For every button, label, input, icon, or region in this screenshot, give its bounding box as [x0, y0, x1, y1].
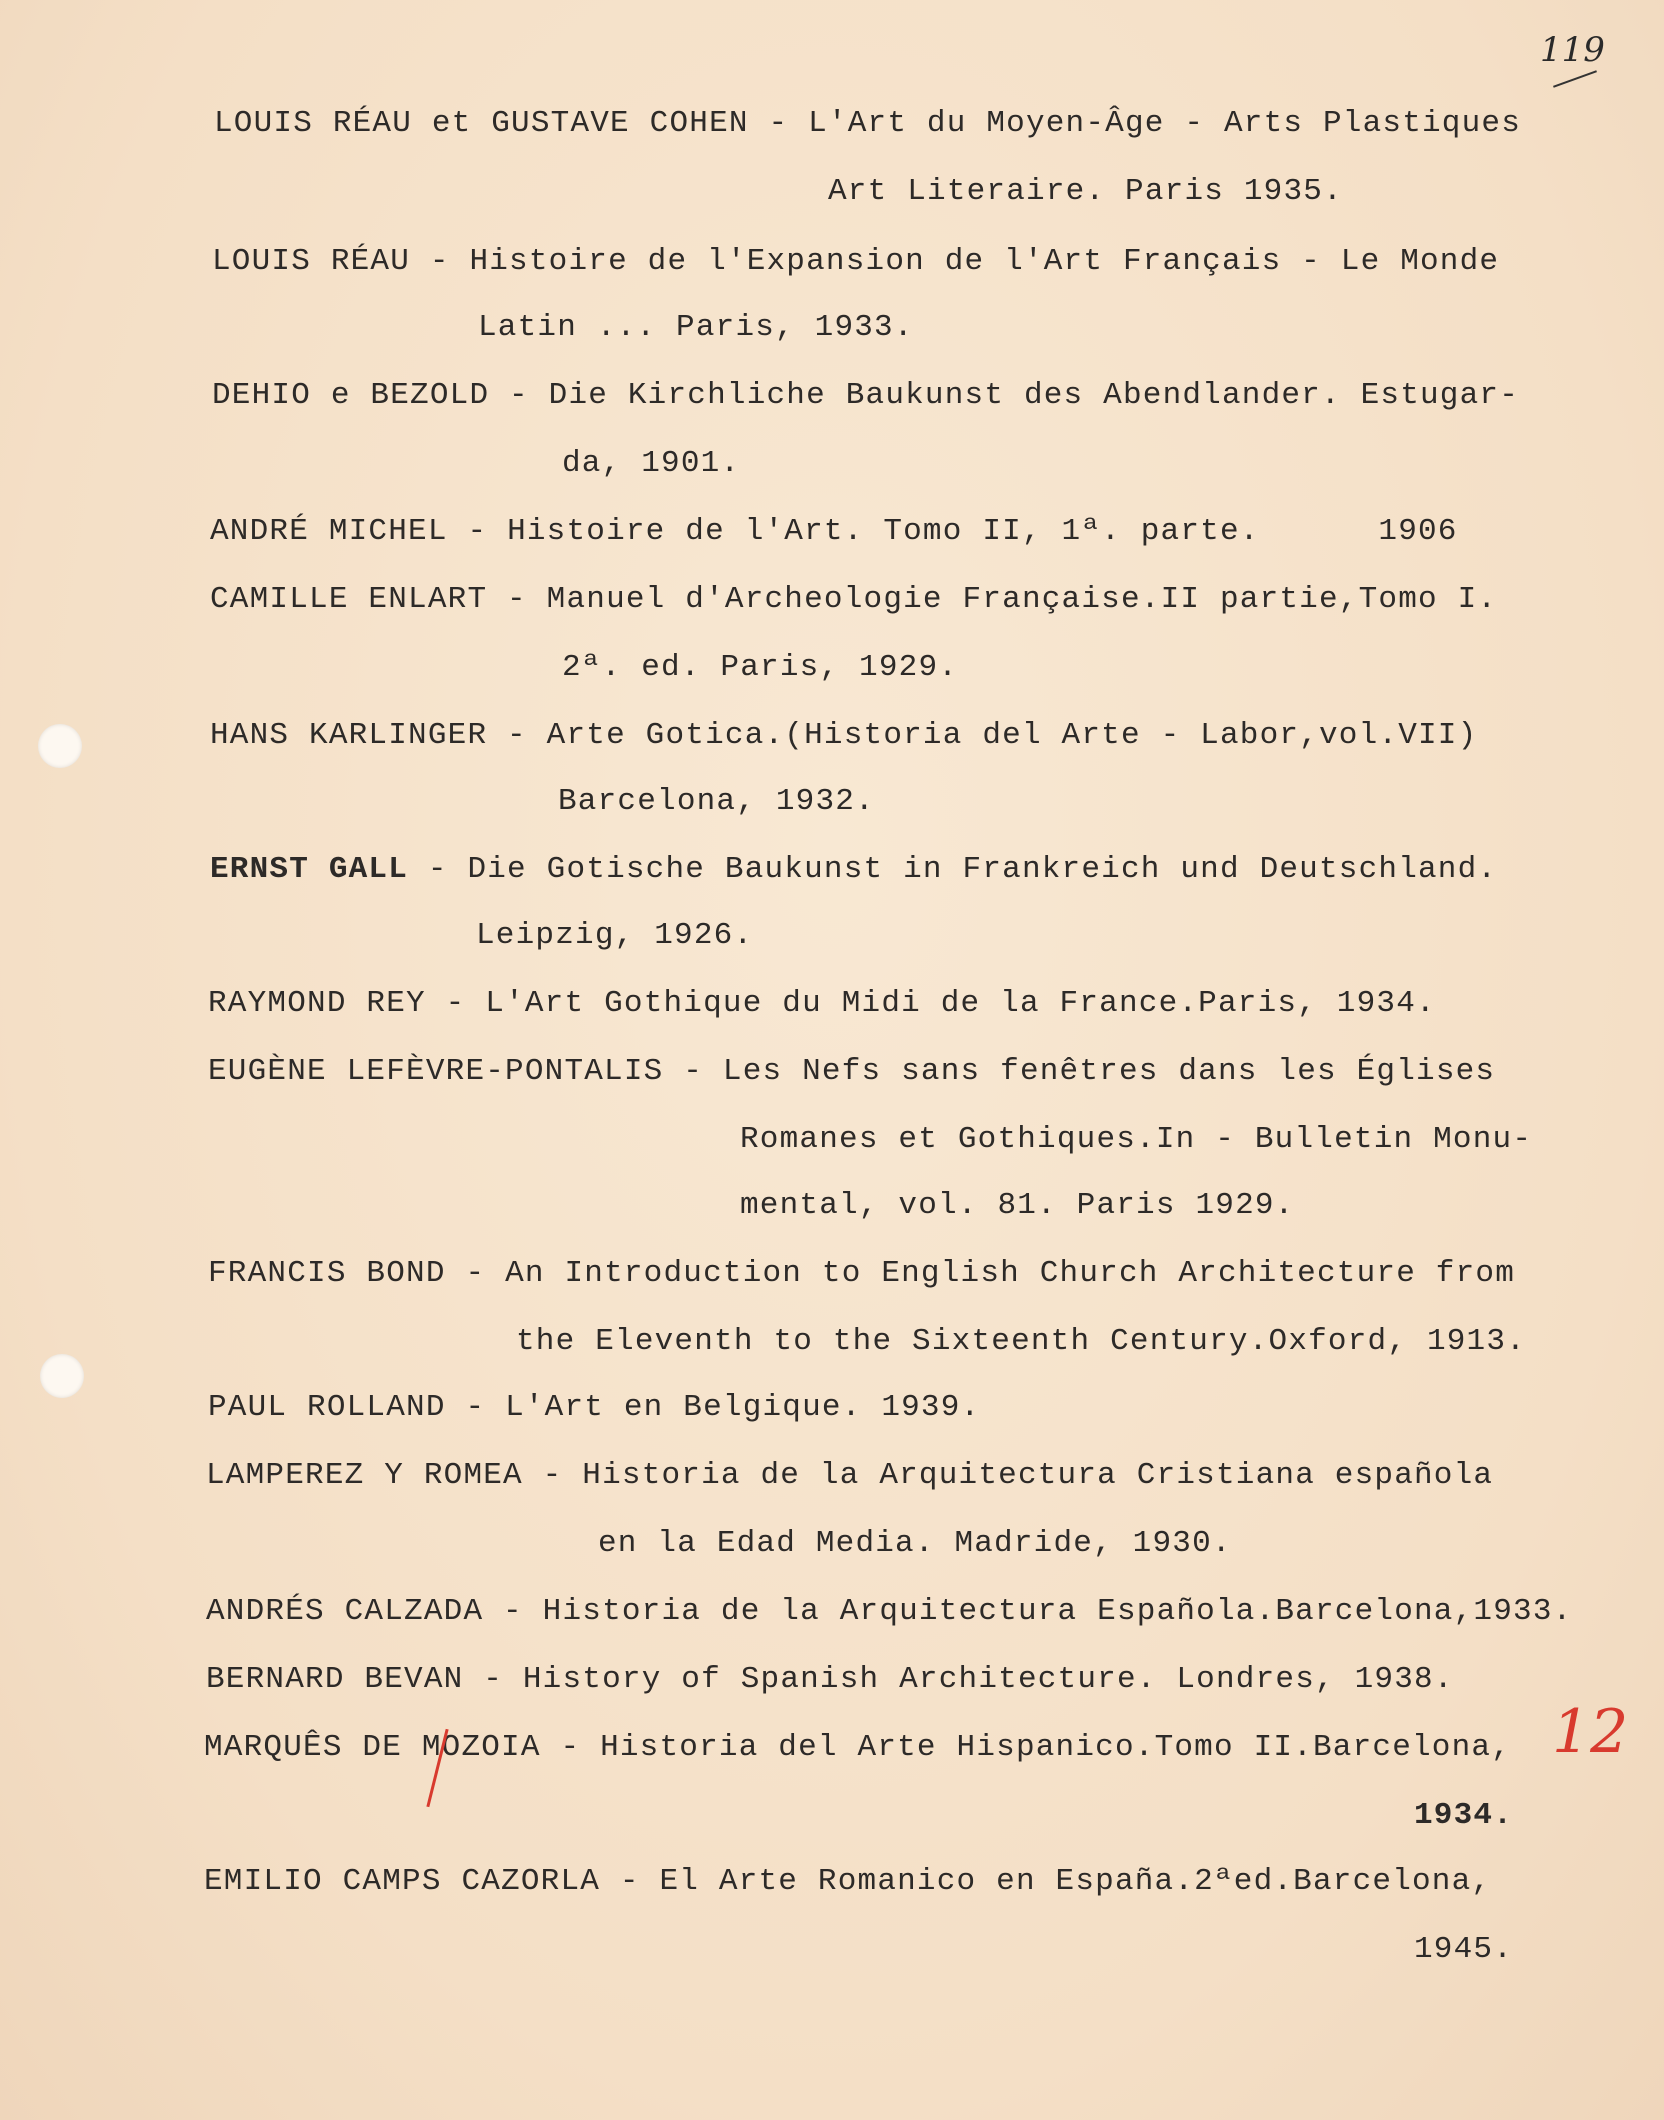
entry-separator: -	[522, 1458, 583, 1493]
entry-2-line-1	[212, 244, 1499, 280]
entry-author: LOUIS RÉAU et GUSTAVE COHEN	[214, 106, 749, 141]
entry-9-line-3: mental, vol. 81. Paris 1929.	[740, 1188, 1295, 1223]
entry-1-line-1	[214, 106, 1521, 142]
entry-author: ANDRÉ MICHEL	[210, 514, 448, 549]
entry-author: RAYMOND REY	[208, 986, 426, 1021]
entry-separator: -	[447, 514, 508, 549]
entry-separator: -	[410, 244, 470, 279]
entry-3-line-2: da, 1901.	[562, 446, 741, 481]
entry-10-line-2: the Eleventh to the Sixteenth Century.Oxford, 1913.	[516, 1324, 1526, 1359]
entry-separator: -	[487, 582, 547, 617]
entry-separator: -	[748, 106, 809, 141]
entry-12-line-1	[206, 1458, 1493, 1494]
entry-7-line-1	[210, 852, 1497, 888]
entry-3-line-1	[212, 378, 1519, 414]
entry-8-line-1	[208, 986, 1436, 1022]
entry-author: FRANCIS BOND	[208, 1256, 446, 1291]
entry-author: EMILIO CAMPS CAZORLA	[204, 1864, 601, 1899]
entry-author: CAMILLE ENLART	[210, 582, 488, 617]
entry-title: Die Gotische Baukunst in Frankreich und Deutschland.	[467, 852, 1498, 887]
entry-author: PAUL ROLLAND	[208, 1390, 446, 1425]
entry-16-line-1	[204, 1864, 1491, 1900]
entry-12-line-2: en la Edad Media. Madride, 1930.	[598, 1526, 1232, 1561]
entry-6-line-2: Barcelona, 1932.	[558, 784, 875, 819]
entry-9-line-2: Romanes et Gothiques.In - Bulletin Monu-	[740, 1122, 1533, 1157]
entry-separator: -	[600, 1864, 660, 1899]
entry-separator: -	[487, 718, 547, 753]
entry-title: Manuel d'Archeologie Française.II partie,Tomo I.	[546, 582, 1498, 617]
entry-4-line-1	[210, 514, 1458, 550]
entry-15-line-1	[204, 1730, 1511, 1766]
entry-1-line-2: Art Literaire. Paris 1935.	[828, 174, 1343, 209]
page-number-underline	[1553, 70, 1597, 88]
entry-14-line-1	[206, 1662, 1454, 1698]
entry-15-line-2: 1934.	[1414, 1798, 1514, 1833]
entry-separator: -	[489, 378, 549, 413]
entry-author: ANDRÉS CALZADA	[206, 1594, 484, 1629]
entry-10-line-1	[208, 1256, 1515, 1292]
entry-title: Arte Gotica.(Historia del Arte - Labor,vol.VII)	[546, 718, 1478, 753]
entry-author: LAMPEREZ Y ROMEA	[206, 1458, 523, 1493]
entry-title: L'Art du Moyen-Âge - Arts Plastiques	[808, 106, 1522, 141]
entry-title: L'Art Gothique du Midi de la France.Paris, 1934.	[485, 986, 1436, 1021]
entry-6-line-1	[210, 718, 1477, 754]
entry-separator: -	[425, 986, 486, 1021]
entry-13-line-1	[206, 1594, 1572, 1630]
entry-separator: -	[540, 1730, 601, 1765]
entry-title: Les Nefs sans fenêtres dans les Églises	[722, 1054, 1496, 1089]
entry-5-line-2: 2ª. ed. Paris, 1929.	[562, 650, 959, 685]
entry-title: Histoire de l'Art. Tomo II, 1ª. parte. 1906	[507, 514, 1458, 549]
entry-7-line-2: Leipzig, 1926.	[476, 918, 754, 953]
punch-hole-top	[38, 724, 82, 768]
entry-title: Histoire de l'Expansion de l'Art Français - Le Monde	[469, 244, 1500, 279]
entry-2-line-2: Latin ... Paris, 1933.	[478, 310, 914, 345]
entry-separator: -	[663, 1054, 723, 1089]
entry-9-line-1	[208, 1054, 1495, 1090]
entry-title: Historia de la Arquitectura Española.Barcelona,1933.	[542, 1594, 1573, 1629]
entry-author: BERNARD BEVAN	[206, 1662, 464, 1697]
entry-author: MARQUÊS DE MOZOIA	[204, 1730, 541, 1765]
entry-title: Die Kirchliche Baukunst des Abendlander. Estugar-	[548, 378, 1520, 413]
entry-separator: -	[445, 1390, 506, 1425]
entry-11-line-1	[208, 1390, 980, 1426]
entry-5-line-1	[210, 582, 1497, 618]
entry-title: Historia de la Arquitectura Cristiana española	[582, 1458, 1494, 1493]
entry-author: HANS KARLINGER	[210, 718, 488, 753]
red-annotation: 12	[1552, 1697, 1629, 1767]
page-number: 119	[1540, 30, 1605, 70]
entry-separator: -	[463, 1662, 523, 1697]
entry-title: An Introduction to English Church Architecture from	[505, 1256, 1516, 1291]
punch-hole-bottom	[40, 1354, 84, 1398]
entry-separator: -	[408, 852, 468, 887]
entry-separator: -	[483, 1594, 543, 1629]
entry-title: L'Art en Belgique. 1939.	[505, 1390, 981, 1425]
entry-title: History of Spanish Architecture. Londres, 1938.	[522, 1662, 1454, 1697]
entry-author: DEHIO e BEZOLD	[212, 378, 490, 413]
entry-separator: -	[445, 1256, 506, 1291]
entry-title: Historia del Arte Hispanico.Tomo II.Barcelona,	[600, 1730, 1512, 1765]
entry-author: EUGÈNE LEFÈVRE-PONTALIS	[208, 1054, 664, 1089]
entry-16-line-2: 1945.	[1414, 1932, 1514, 1967]
entry-author: LOUIS RÉAU	[212, 244, 411, 279]
entry-author: ERNST GALL	[210, 852, 409, 887]
entry-title: El Arte Romanico en España.2ªed.Barcelona,	[659, 1864, 1492, 1899]
